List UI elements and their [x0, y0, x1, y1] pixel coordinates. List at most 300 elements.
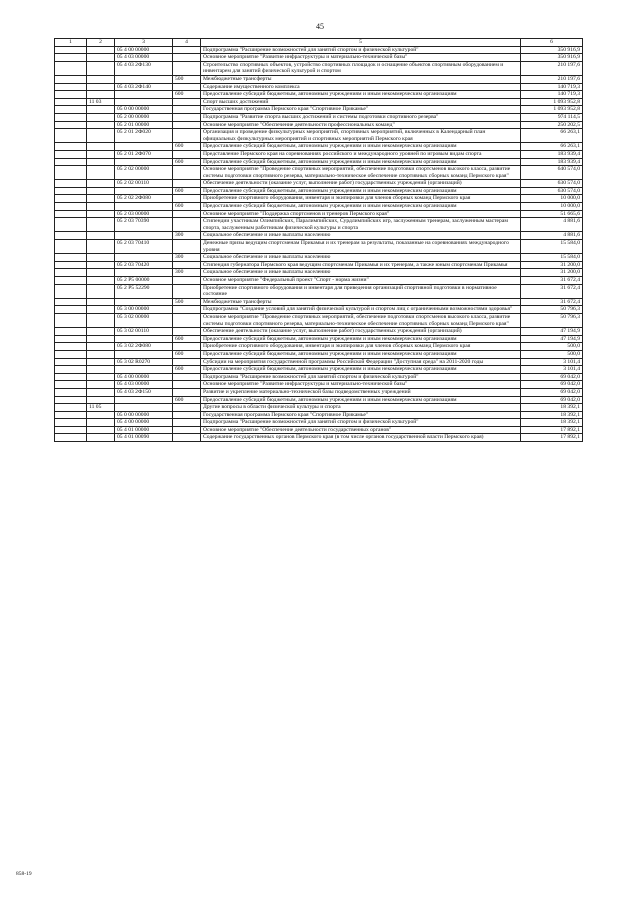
expense-type-cell	[173, 284, 201, 298]
description-cell: Основное мероприятие "Обеспечение деятельности государственных органов"	[201, 426, 521, 434]
target-article-cell: 05 4 03 00000	[115, 54, 173, 62]
table-header-row	[55, 39, 583, 47]
subsection-cell	[87, 61, 115, 75]
subsection-cell	[87, 298, 115, 306]
table-row	[55, 180, 583, 188]
description-cell: Предоставление субсидий бюджетным, автономным учреждениям и иным некоммерческим организациям	[201, 350, 521, 358]
description-cell: Подпрограмма "Создание условий для занятий физической культурой и спортом лиц с ограниченными возможностями здоровья"	[201, 306, 521, 314]
expense-type-cell	[173, 404, 201, 412]
table-row	[55, 54, 583, 62]
table-row	[55, 313, 583, 327]
expense-type-cell	[173, 180, 201, 188]
target-article-cell: 05 3 02 00000	[115, 313, 173, 327]
expense-type-cell	[173, 434, 201, 442]
section-cell	[55, 388, 87, 396]
amount-cell: 31 672,4	[521, 298, 583, 306]
section-cell	[55, 396, 87, 404]
table-row	[55, 411, 583, 419]
description-cell: Приобретение спортивного оборудования, инвентаря и экипировки для членов сборных команд Пермского края	[201, 195, 521, 203]
subsection-cell	[87, 335, 115, 343]
header-cell: 1	[55, 39, 87, 47]
amount-cell: 15 584,0	[521, 254, 583, 262]
amount-cell: 18 392,1	[521, 419, 583, 427]
subsection-cell	[87, 373, 115, 381]
expense-type-cell: 300	[173, 269, 201, 277]
expense-type-cell: 600	[173, 158, 201, 166]
section-cell	[55, 91, 87, 99]
description-cell: Государственная программа Пермского края "Спортивное Прикамье"	[201, 106, 521, 114]
amount-cell: 640 574,0	[521, 166, 583, 180]
table-row	[55, 121, 583, 129]
target-article-cell: 05 2 P5 00000	[115, 277, 173, 285]
target-article-cell: 05 4 00 00000	[115, 373, 173, 381]
table-row	[55, 277, 583, 285]
expense-type-cell	[173, 313, 201, 327]
subsection-cell	[87, 426, 115, 434]
table-row	[55, 419, 583, 427]
subsection-cell	[87, 113, 115, 121]
section-cell	[55, 46, 87, 54]
section-cell	[55, 106, 87, 114]
target-article-cell: 05 0 00 00000	[115, 106, 173, 114]
expense-type-cell: 600	[173, 366, 201, 374]
expense-type-cell	[173, 411, 201, 419]
target-article-cell	[115, 187, 173, 195]
amount-cell: 10 000,0	[521, 203, 583, 211]
table-row	[55, 98, 583, 106]
amount-cell: 350 916,9	[521, 46, 583, 54]
description-cell: Основное мероприятие "Проведение спортивных мероприятий, обеспечение подготовки спортсменов высокого класса, развитие системы подготовки спортивного резерва, материально-техническое обеспечение спортивных сборных команд Пермского края"	[201, 313, 521, 327]
amount-cell: 140 719,3	[521, 83, 583, 91]
header-cell: 3	[115, 39, 173, 47]
table-row	[55, 343, 583, 351]
target-article-cell: 05 2 P5 52290	[115, 284, 173, 298]
table-row	[55, 106, 583, 114]
table-row	[55, 150, 583, 158]
description-cell: Обеспечение деятельности (оказание услуг, выполнение работ) государственных учреждений (организаций)	[201, 328, 521, 336]
amount-cell: 66 263,1	[521, 129, 583, 143]
subsection-cell	[87, 75, 115, 83]
amount-cell: 210 197,6	[521, 75, 583, 83]
subsection-cell	[87, 254, 115, 262]
target-article-cell: 05 2 01 2Ф070	[115, 150, 173, 158]
target-article-cell: 05 3 02 R0270	[115, 358, 173, 366]
expense-type-cell	[173, 240, 201, 254]
description-cell: Представление Пермского края на соревнованиях российского и международного уровней по игровым видам спорта	[201, 150, 521, 158]
expense-type-cell	[173, 61, 201, 75]
section-cell	[55, 61, 87, 75]
expense-type-cell	[173, 106, 201, 114]
page-number: 45	[316, 22, 324, 31]
expense-type-cell	[173, 54, 201, 62]
amount-cell: 630 574,0	[521, 187, 583, 195]
section-cell	[55, 358, 87, 366]
subsection-cell	[87, 203, 115, 211]
subsection-cell	[87, 129, 115, 143]
description-cell: Подпрограмма "Расширение возможностей для занятий спортом и физической культурой"	[201, 373, 521, 381]
subsection-cell	[87, 313, 115, 327]
target-article-cell	[115, 254, 173, 262]
description-cell: Предоставление субсидий бюджетным, автономным учреждениям и иным некоммерческим организациям	[201, 143, 521, 151]
subsection-cell	[87, 358, 115, 366]
section-cell	[55, 75, 87, 83]
expense-type-cell: 600	[173, 203, 201, 211]
subsection-cell	[87, 343, 115, 351]
description-cell: Подпрограмма "Развитие спорта высших достижений и системы подготовки спортивного резерва"	[201, 113, 521, 121]
table-row	[55, 358, 583, 366]
section-cell	[55, 218, 87, 232]
budget-table	[54, 38, 583, 442]
description-cell: Обеспечение деятельности (оказание услуг, выполнение работ) государственных учреждений (организаций)	[201, 180, 521, 188]
amount-cell: 500,0	[521, 350, 583, 358]
subsection-cell	[87, 269, 115, 277]
target-article-cell: 05 2 03 00000	[115, 210, 173, 218]
description-cell: Предоставление субсидий бюджетным, автономным учреждениям и иным некоммерческим организациям	[201, 158, 521, 166]
header-cell: 4	[173, 39, 201, 47]
subsection-cell	[87, 381, 115, 389]
section-cell	[55, 180, 87, 188]
section-cell	[55, 328, 87, 336]
subsection-cell	[87, 328, 115, 336]
amount-cell: 31 672,4	[521, 284, 583, 298]
target-article-cell: 05 2 02 00110	[115, 180, 173, 188]
description-cell: Государственная программа Пермского края "Спортивное Прикамье"	[201, 411, 521, 419]
subsection-cell	[87, 366, 115, 374]
description-cell: Другие вопросы в области физической культуры и спорта	[201, 404, 521, 412]
section-cell	[55, 404, 87, 412]
table-row	[55, 426, 583, 434]
target-article-cell: 05 4 03 2Ф150	[115, 388, 173, 396]
amount-cell: 210 197,6	[521, 61, 583, 75]
description-cell: Содержание имущественного комплекса	[201, 83, 521, 91]
target-article-cell	[115, 143, 173, 151]
subsection-cell	[87, 180, 115, 188]
amount-cell: 69 042,0	[521, 388, 583, 396]
section-cell	[55, 284, 87, 298]
subsection-cell	[87, 46, 115, 54]
table-row	[55, 350, 583, 358]
subsection-cell	[87, 121, 115, 129]
target-article-cell: 05 3 02 00110	[115, 328, 173, 336]
amount-cell: 47 194,9	[521, 335, 583, 343]
amount-cell: 183 939,4	[521, 158, 583, 166]
expense-type-cell	[173, 195, 201, 203]
amount-cell: 10 000,0	[521, 195, 583, 203]
table-row	[55, 187, 583, 195]
target-article-cell	[115, 91, 173, 99]
amount-cell: 50 796,3	[521, 306, 583, 314]
section-cell	[55, 150, 87, 158]
subsection-cell	[87, 240, 115, 254]
description-cell: Социальное обеспечение и иные выплаты населению	[201, 254, 521, 262]
target-article-cell	[115, 158, 173, 166]
expense-type-cell	[173, 210, 201, 218]
table-row	[55, 203, 583, 211]
amount-cell: 4 881,6	[521, 232, 583, 240]
expense-type-cell	[173, 166, 201, 180]
section-cell	[55, 298, 87, 306]
target-article-cell: 05 3 02 2Ф080	[115, 343, 173, 351]
header-cell: 6	[521, 39, 583, 47]
expense-type-cell	[173, 388, 201, 396]
amount-cell: 1 093 952,8	[521, 98, 583, 106]
section-cell	[55, 343, 87, 351]
table-row	[55, 298, 583, 306]
target-article-cell: 05 4 00 00000	[115, 419, 173, 427]
amount-cell: 47 194,9	[521, 328, 583, 336]
target-article-cell	[115, 269, 173, 277]
table-row	[55, 396, 583, 404]
table-row	[55, 381, 583, 389]
target-article-cell: 05 2 00 00000	[115, 113, 173, 121]
subsection-cell: 11 03	[87, 98, 115, 106]
description-cell: Основное мероприятие "Обеспечение деятельности профессиональных команд"	[201, 121, 521, 129]
target-article-cell: 05 4 01 00000	[115, 426, 173, 434]
description-cell: Субсидии на мероприятия государственной программы Российской Федерации "Доступная среда" на 2011-2020 годы	[201, 358, 521, 366]
expense-type-cell: 600	[173, 350, 201, 358]
subsection-cell	[87, 91, 115, 99]
subsection-cell	[87, 306, 115, 314]
table-row	[55, 158, 583, 166]
amount-cell: 974 114,5	[521, 113, 583, 121]
table-row	[55, 335, 583, 343]
target-article-cell	[115, 203, 173, 211]
amount-cell: 18 392,1	[521, 404, 583, 412]
description-cell: Основное мероприятие "Развитие инфраструктуры и материально-технической базы"	[201, 54, 521, 62]
target-article-cell	[115, 366, 173, 374]
subsection-cell	[87, 396, 115, 404]
table-row	[55, 254, 583, 262]
section-cell	[55, 381, 87, 389]
description-cell: Основное мероприятие "Развитие инфраструктуры и материально-технической базы"	[201, 381, 521, 389]
header-cell: 2	[87, 39, 115, 47]
amount-cell: 51 665,6	[521, 210, 583, 218]
section-cell	[55, 166, 87, 180]
section-cell	[55, 277, 87, 285]
amount-cell: 69 042,0	[521, 396, 583, 404]
section-cell	[55, 98, 87, 106]
table-row	[55, 366, 583, 374]
subsection-cell	[87, 284, 115, 298]
target-article-cell	[115, 98, 173, 106]
section-cell	[55, 411, 87, 419]
amount-cell: 500,0	[521, 343, 583, 351]
table-row	[55, 143, 583, 151]
subsection-cell	[87, 350, 115, 358]
amount-cell: 4 881,6	[521, 218, 583, 232]
table-row	[55, 195, 583, 203]
subsection-cell: 11 05	[87, 404, 115, 412]
description-cell: Развитие и укрепление материально-технической базы подведомственных учреждений	[201, 388, 521, 396]
target-article-cell: 05 2 03 70420	[115, 261, 173, 269]
description-cell: Содержание государственных органов Пермского края (в том числе органов государственной власти Пермского края)	[201, 434, 521, 442]
section-cell	[55, 143, 87, 151]
expense-type-cell	[173, 121, 201, 129]
table-row	[55, 404, 583, 412]
description-cell: Приобретение спортивного оборудования и инвентаря для приведения организаций спортивной подготовки в нормативное состояние	[201, 284, 521, 298]
amount-cell: 15 584,0	[521, 240, 583, 254]
amount-cell: 250 202,5	[521, 121, 583, 129]
description-cell: Предоставление субсидий бюджетным, автономным учреждениям и иным некоммерческим организациям	[201, 335, 521, 343]
subsection-cell	[87, 419, 115, 427]
table-row	[55, 284, 583, 298]
subsection-cell	[87, 187, 115, 195]
target-article-cell	[115, 232, 173, 240]
amount-cell: 69 042,0	[521, 373, 583, 381]
expense-type-cell: 600	[173, 396, 201, 404]
target-article-cell: 05 4 03 00000	[115, 381, 173, 389]
subsection-cell	[87, 143, 115, 151]
amount-cell: 1 093 952,8	[521, 106, 583, 114]
section-cell	[55, 158, 87, 166]
description-cell: Предоставление субсидий бюджетным, автономным учреждениям и иным некоммерческим организациям	[201, 91, 521, 99]
section-cell	[55, 195, 87, 203]
table-body	[55, 46, 583, 441]
target-article-cell	[115, 396, 173, 404]
table-row	[55, 434, 583, 442]
expense-type-cell	[173, 373, 201, 381]
description-cell: Предоставление субсидий бюджетным, автономным учреждениям и иным некоммерческим организациям	[201, 396, 521, 404]
subsection-cell	[87, 388, 115, 396]
table-row	[55, 306, 583, 314]
expense-type-cell	[173, 306, 201, 314]
target-article-cell: 05 4 01 00090	[115, 434, 173, 442]
table-row	[55, 91, 583, 99]
expense-type-cell	[173, 46, 201, 54]
subsection-cell	[87, 232, 115, 240]
amount-cell: 50 796,3	[521, 313, 583, 327]
section-cell	[55, 426, 87, 434]
expense-type-cell: 300	[173, 254, 201, 262]
subsection-cell	[87, 210, 115, 218]
expense-type-cell: 600	[173, 143, 201, 151]
target-article-cell: 05 0 00 00000	[115, 411, 173, 419]
description-cell: Стипендии участникам Олимпийских, Паралимпийских, Сурдлимпийских игр, заслуженным тренерам, заслуженным мастерам спорта, заслуженным работникам физической культуры и спорта	[201, 218, 521, 232]
description-cell: Предоставление субсидий бюджетным, автономным учреждениям и иным некоммерческим организациям	[201, 366, 521, 374]
section-cell	[55, 121, 87, 129]
subsection-cell	[87, 411, 115, 419]
description-cell: Основное мероприятие "Федеральный проект "Спорт - норма жизни"	[201, 277, 521, 285]
description-cell: Подпрограмма "Расширение возможностей для занятий спортом и физической культурой"	[201, 46, 521, 54]
description-cell: Предоставление субсидий бюджетным, автономным учреждениям и иным некоммерческим организациям	[201, 187, 521, 195]
target-article-cell: 05 2 01 2Ф020	[115, 129, 173, 143]
description-cell: Организация и проведение физкультурных мероприятий, спортивных мероприятий, включенных в Календарный план официальных физкультурных мероприятий и спортивных мероприятий Пермского края	[201, 129, 521, 143]
section-cell	[55, 129, 87, 143]
expense-type-cell	[173, 113, 201, 121]
table-row	[55, 83, 583, 91]
target-article-cell: 05 2 02 00000	[115, 166, 173, 180]
table-row	[55, 218, 583, 232]
target-article-cell: 05 2 03 70390	[115, 218, 173, 232]
section-cell	[55, 187, 87, 195]
target-article-cell: 05 2 01 00000	[115, 121, 173, 129]
expense-type-cell	[173, 381, 201, 389]
section-cell	[55, 366, 87, 374]
table-row	[55, 373, 583, 381]
description-cell: Строительство спортивных объектов, устройство спортивных площадок и оснащение объектов спортивным оборудованием и инвентарем для занятий физической культурой и спортом	[201, 61, 521, 75]
subsection-cell	[87, 158, 115, 166]
table-row	[55, 261, 583, 269]
table-row	[55, 328, 583, 336]
target-article-cell: 05 2 03 70410	[115, 240, 173, 254]
expense-type-cell	[173, 277, 201, 285]
table-row	[55, 210, 583, 218]
section-cell	[55, 203, 87, 211]
expense-type-cell: 600	[173, 91, 201, 99]
description-cell: Межбюджетные трансферты	[201, 75, 521, 83]
description-cell: Основное мероприятие "Поддержка спортсменов и тренеров Пермского края"	[201, 210, 521, 218]
table-row	[55, 129, 583, 143]
description-cell: Основное мероприятие "Проведение спортивных мероприятий, обеспечение подготовки спортсменов высокого класса, развитие системы подготовки спортивного резерва, материально-техническое обеспечение спортивных сборных команд Пермского края"	[201, 166, 521, 180]
amount-cell: 69 042,0	[521, 381, 583, 389]
table-row	[55, 75, 583, 83]
amount-cell: 3 101,4	[521, 358, 583, 366]
table-row	[55, 113, 583, 121]
header-cell: 5	[201, 39, 521, 47]
expense-type-cell	[173, 129, 201, 143]
description-cell: Стипендия губернатора Пермского края ведущим спортсменам Прикамья и их тренерам, а также юным спортсменам Прикамья	[201, 261, 521, 269]
table-row	[55, 240, 583, 254]
expense-type-cell	[173, 83, 201, 91]
section-cell	[55, 232, 87, 240]
table-row	[55, 388, 583, 396]
table-row	[55, 46, 583, 54]
expense-type-cell	[173, 343, 201, 351]
table-row	[55, 269, 583, 277]
table-row	[55, 61, 583, 75]
amount-cell: 183 939,4	[521, 150, 583, 158]
subsection-cell	[87, 218, 115, 232]
subsection-cell	[87, 195, 115, 203]
amount-cell: 630 574,0	[521, 180, 583, 188]
section-cell	[55, 240, 87, 254]
table-row	[55, 166, 583, 180]
expense-type-cell: 600	[173, 335, 201, 343]
expense-type-cell	[173, 358, 201, 366]
amount-cell: 31 672,4	[521, 277, 583, 285]
expense-type-cell: 500	[173, 298, 201, 306]
description-cell: Предоставление субсидий бюджетным, автономным учреждениям и иным некоммерческим организациям	[201, 203, 521, 211]
section-cell	[55, 306, 87, 314]
expense-type-cell	[173, 261, 201, 269]
amount-cell: 66 263,1	[521, 143, 583, 151]
target-article-cell: 05 2 02 2Ф080	[115, 195, 173, 203]
section-cell	[55, 373, 87, 381]
section-cell	[55, 254, 87, 262]
section-cell	[55, 419, 87, 427]
target-article-cell	[115, 404, 173, 412]
section-cell	[55, 335, 87, 343]
target-article-cell	[115, 75, 173, 83]
amount-cell: 350 916,9	[521, 54, 583, 62]
expense-type-cell: 600	[173, 187, 201, 195]
target-article-cell	[115, 298, 173, 306]
subsection-cell	[87, 150, 115, 158]
amount-cell: 17 892,1	[521, 434, 583, 442]
subsection-cell	[87, 166, 115, 180]
expense-type-cell	[173, 419, 201, 427]
section-cell	[55, 261, 87, 269]
subsection-cell	[87, 106, 115, 114]
section-cell	[55, 350, 87, 358]
expense-type-cell	[173, 98, 201, 106]
target-article-cell: 05 4 03 2Ф140	[115, 83, 173, 91]
subsection-cell	[87, 83, 115, 91]
target-article-cell: 05 4 00 00000	[115, 46, 173, 54]
expense-type-cell	[173, 328, 201, 336]
expense-type-cell: 300	[173, 232, 201, 240]
expense-type-cell	[173, 150, 201, 158]
